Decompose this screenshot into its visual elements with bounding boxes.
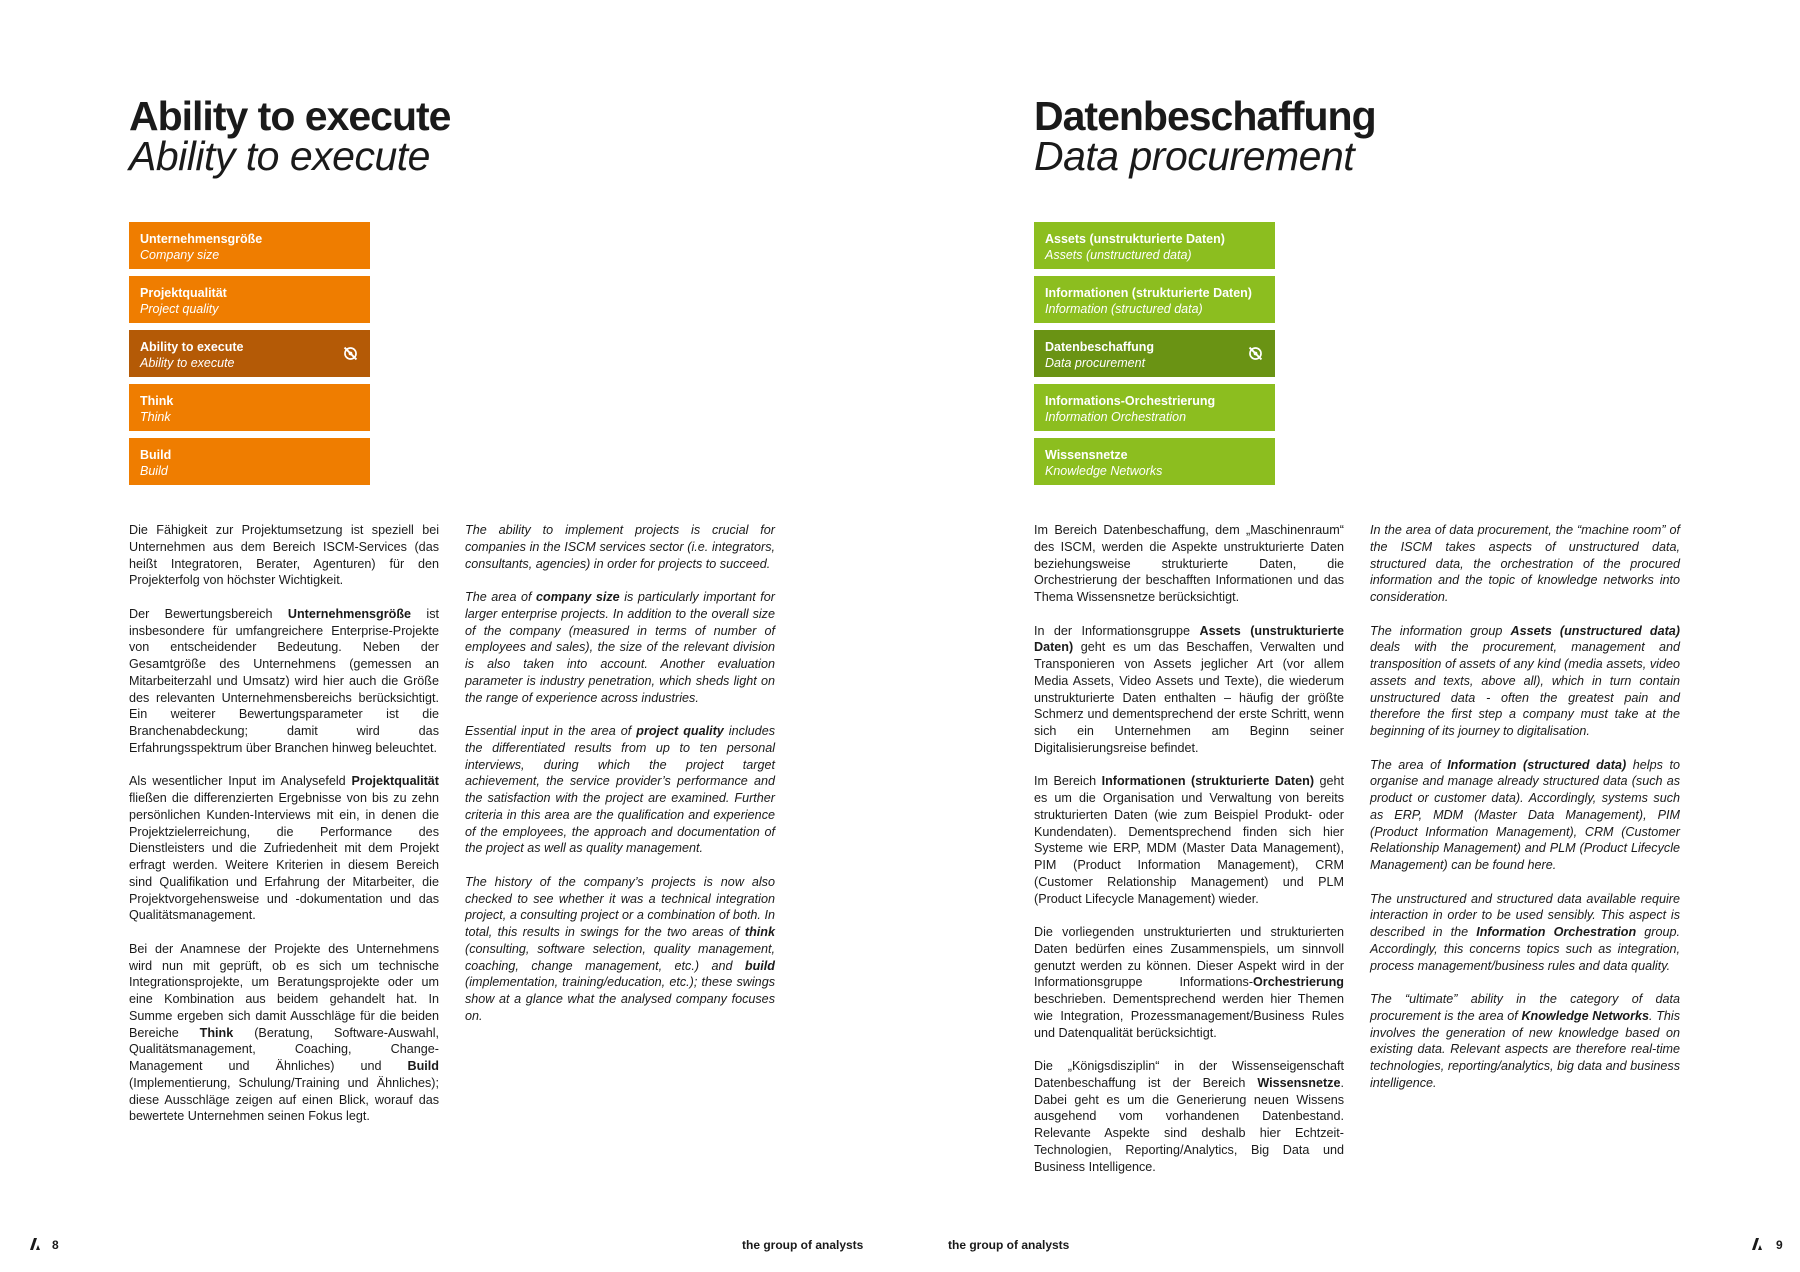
hidden-eye-icon	[342, 345, 359, 362]
block-label-de: Ability to execute	[140, 340, 244, 354]
block-knowledge-networks[interactable]	[1034, 438, 1275, 485]
body-paragraph: Im Bereich Informationen (strukturierte Daten) geht es um die Organisation und Verwaltung von bereits strukturierten Daten (wie zum Beispiel Produkt- oder Kundendaten). Dementsprechend finden sich hier Systeme wie ERP, MDM (Master Data Management), PIM (Product Information Management), CRM (Customer Relationship Management) und PLM (Product Lifecycle Management) wieder.	[1034, 774, 1344, 906]
block-label-de: Think	[140, 394, 174, 408]
body-paragraph: The area of Information (structured data) helps to organise and manage already structured data (such as product or customer data). Accordingly, systems such as ERP, MDM (Master Data Management), PIM (Product Information Management), CRM (Customer Relationship Management) and PLM (Product Lifecycle Management) can be found here.	[1370, 757, 1680, 872]
body-paragraph: Essential input in the area of project quality includes the differentiated results from up to ten personal interviews, during which the project target achievement, the service provider’s performance and the satisfaction with the project are examined. Further criteria in this area are the qualification and experience of the employees, the approach and documentation of the project as well as quality management.	[465, 724, 775, 856]
block-label-de: Informations-Orchestrierung	[1045, 394, 1216, 408]
page-number: 9	[1776, 1238, 1783, 1252]
body-paragraph: Bei der Anamnese der Projekte des Unternehmens wird nun mit geprüft, ob es sich um technische Integrationsprojekte, um Beratungsprojekte oder um eine Kombination aus beidem gehandelt hat. In Summe ergeben sich damit Ausschläge für die beiden Bereiche Think (Beratung, Software-Auswahl, Qualitätsmanagement, Coaching, Change-Management und Ähnliches) und Build (Implementierung, Schulung/Training und Ähnliches); diese Ausschläge zeigen auf einen Blick, worauf das bewertete Unternehmen seinen Fokus legt.	[129, 941, 439, 1124]
body-paragraph: The history of the company’s projects is now also checked to see whether it was a technical integration project, a consulting project or a combination of both. In total, this results in swings for the two areas of think (consulting, software selection, quality management, coaching, change management, etc.) and build (implementation, training/education, etc.); these swings show at a glance what the analysed company focuses on.	[465, 874, 775, 1023]
block-label-en: Assets (unstructured data)	[1045, 248, 1192, 262]
body-paragraph: The area of company size is particularly important for larger enterprise projects. In addition to the overall size of the company (measured in terms of number of employees and sales), the size of the relevant division is also taken into account. Another evaluation parameter is industry penetration, which sheds light on the range of experience across industries.	[465, 590, 775, 705]
body-column-english	[465, 522, 775, 1041]
body-paragraph: Die „Königsdisziplin“ in der Wissenseigenschaft Datenbeschaffung ist der Bereich Wissensnetze. Dabei geht es um die Generierung neuen Wissens ausgehend vom vorhandenen Datenbestand. Relevante Aspekte sind deshalb hier Echtzeit-Technologien, Reporting/Analytics, Big Data und Business Intelligence.	[1034, 1059, 1344, 1174]
slash-logo-icon	[26, 1236, 42, 1252]
body-paragraph: Die Fähigkeit zur Projektumsetzung ist speziell bei Unternehmen aus dem Bereich ISCM-Services (das heißt Integratoren, Berater, Agenturen) für den Projekterfolg von höchster Wichtigkeit.	[129, 523, 439, 588]
right-page	[900, 0, 1800, 1272]
block-label-de: Build	[140, 448, 172, 462]
block-label-de: Wissensnetze	[1045, 448, 1128, 462]
block-label-en: Build	[140, 464, 168, 478]
block-label-de: Datenbeschaffung	[1045, 340, 1155, 354]
emphasis: Assets (unstrukturierte Daten)	[1034, 623, 1344, 655]
page-title: Datenbeschaffung	[1034, 93, 1376, 139]
body-paragraph: The information group Assets (unstructured data) deals with the procurement, management and transposition of assets of any kind (media assets, video assets and texts, above all), which in turn contain unstructured data - often the greatest pain and therefore the first step a company must take at the beginning of its journey to digitalisation.	[1370, 623, 1680, 738]
block-information[interactable]	[1034, 276, 1275, 323]
block-information-orchestration[interactable]	[1034, 384, 1275, 431]
body-paragraph: Im Bereich Datenbeschaffung, dem „Maschinenraum“ des ISCM, werden die Aspekte unstrukturierte Daten beziehungsweise strukturierte Daten, die Orchestrierung der beschafften Informationen und das Thema Wissensnetze berücksichtigt.	[1034, 523, 1344, 604]
emphasis: think	[744, 925, 775, 939]
category-block-list	[1034, 222, 1275, 492]
page-subtitle: Data procurement	[1034, 133, 1355, 179]
body-column-english	[1370, 522, 1680, 1108]
emphasis: Information Orchestration	[1476, 925, 1637, 939]
block-label-de: Unternehmensgröße	[140, 232, 263, 246]
emphasis: Wissensnetze	[1257, 1075, 1341, 1090]
emphasis: Orchestrierung	[1253, 975, 1344, 990]
footer-brand: the group of analysts	[948, 1238, 1070, 1252]
block-project-quality[interactable]	[129, 276, 370, 323]
footer-brand: the group of analysts	[742, 1238, 864, 1252]
block-label-en: Ability to execute	[140, 356, 235, 370]
block-label-en: Project quality	[140, 302, 219, 316]
category-block-list	[129, 222, 370, 492]
block-build[interactable]	[129, 438, 370, 485]
page-number: 8	[52, 1238, 59, 1252]
emphasis: Think	[199, 1025, 234, 1040]
emphasis: Informationen (strukturierte Daten)	[1101, 774, 1315, 789]
body-paragraph: Der Bewertungsbereich Unternehmensgröße ist insbesondere für umfangreichere Enterprise-Projekte von entscheidender Bedeutung. Neben der Gesamtgröße des Unternehmens (gemessen an Mitarbeiterzahl und Umsatz) wird hier auch die Größe des relevanten Unternehmensbereichs berücksichtigt. Ein weiterer Bewertungsparameter ist die Branchenabdeckung; damit wird das Erfahrungsspektrum über Branchen hinweg beleuchtet.	[129, 606, 439, 755]
body-paragraph: The “ultimate” ability in the category of data procurement is the area of Knowledge Networks. This involves the generation of new knowledge based on existing data. Relevant aspects are therefore real-time technologies, reporting/analytics, big data and business intelligence.	[1370, 992, 1680, 1090]
slash-logo-icon	[1748, 1236, 1764, 1252]
block-think[interactable]	[129, 384, 370, 431]
emphasis: project quality	[636, 724, 724, 738]
body-paragraph: Als wesentlicher Input im Analysefeld Projektqualität fließen die differenzierten Ergebnisse von bis zu zehn persönlichen Kunden-Interviews mit ein, in denen die Projektzielerreichung, die Performance des Dienstleisters und die Zufriedenheit mit dem Projekt erfragt werden. Weitere Kriterien in diesem Bereich sind Qualifikation und Erfahrung der Mitarbeiter, die Projektvorgehensweise und -dokumentation und das Qualitätsmanagement.	[129, 774, 439, 923]
body-paragraph: The unstructured and structured data available require interaction in order to be used sensibly. This aspect is described in the Information Orchestration group. Accordingly, this concerns topics such as integration, process management/business rules and data quality.	[1370, 891, 1680, 973]
block-label-en: Information Orchestration	[1045, 410, 1187, 424]
body-column-german	[129, 522, 439, 1142]
emphasis: Knowledge Networks	[1521, 1008, 1650, 1023]
block-company-size[interactable]	[129, 222, 370, 269]
block-ability-to-execute[interactable]	[129, 330, 370, 377]
page-subtitle: Ability to execute	[129, 133, 430, 179]
body-paragraph: In the area of data procurement, the “machine room” of the ISCM takes aspects of unstructured data, structured data, the orchestration of the procured information and the topic of knowledge networks into consideration.	[1370, 523, 1680, 604]
emphasis: Information (structured data)	[1447, 757, 1627, 772]
block-label-en: Knowledge Networks	[1045, 464, 1163, 478]
emphasis: Unternehmensgröße	[287, 606, 412, 621]
body-paragraph: Die vorliegenden unstrukturierten und strukturierten Daten bedürfen eines Zusammenspiels, um sinnvoll genutzt werden zu können. Dieser Aspekt wird in der Informationsgruppe Informations-Orchestrierung beschrieben. Dementsprechend werden hier Themen wie Integration, Prozessmanagement/Business Rules und Datenqualität berücksichtigt.	[1034, 925, 1344, 1040]
emphasis: company size	[536, 590, 620, 604]
body-column-german	[1034, 522, 1344, 1192]
block-label-de: Assets (unstrukturierte Daten)	[1045, 232, 1225, 246]
block-assets[interactable]	[1034, 222, 1275, 269]
body-paragraph: The ability to implement projects is crucial for companies in the ISCM services sector (i.e. integrators, consultants, agencies) in order for projects to succeed.	[465, 523, 775, 571]
emphasis: Projektqualität	[351, 774, 439, 789]
block-data-procurement[interactable]	[1034, 330, 1275, 377]
page-title: Ability to execute	[129, 93, 451, 139]
block-label-en: Think	[140, 410, 171, 424]
emphasis: Build	[407, 1059, 439, 1073]
block-label-de: Projektqualität	[140, 286, 227, 300]
block-label-de: Informationen (strukturierte Daten)	[1045, 286, 1252, 300]
hidden-eye-icon	[1247, 345, 1264, 362]
block-label-en: Data procurement	[1045, 356, 1146, 370]
block-label-en: Information (structured data)	[1045, 302, 1203, 316]
block-label-en: Company size	[140, 248, 220, 262]
emphasis: Assets (unstructured data)	[1510, 623, 1680, 638]
body-paragraph: In der Informationsgruppe Assets (unstrukturierte Daten) geht es um das Beschaffen, Verwalten und Transponieren von Assets jeglicher Art (vor allem Media Assets, Video Assets und Texte), die wiederum unstrukturierte Daten enthalten – häufig der größte Schmerz und dementsprechend der erste Schritt, wenn sich ein Unternehmen am Beginn seiner Digitalisierungsreise befindet.	[1034, 623, 1344, 755]
emphasis: build	[744, 958, 775, 973]
